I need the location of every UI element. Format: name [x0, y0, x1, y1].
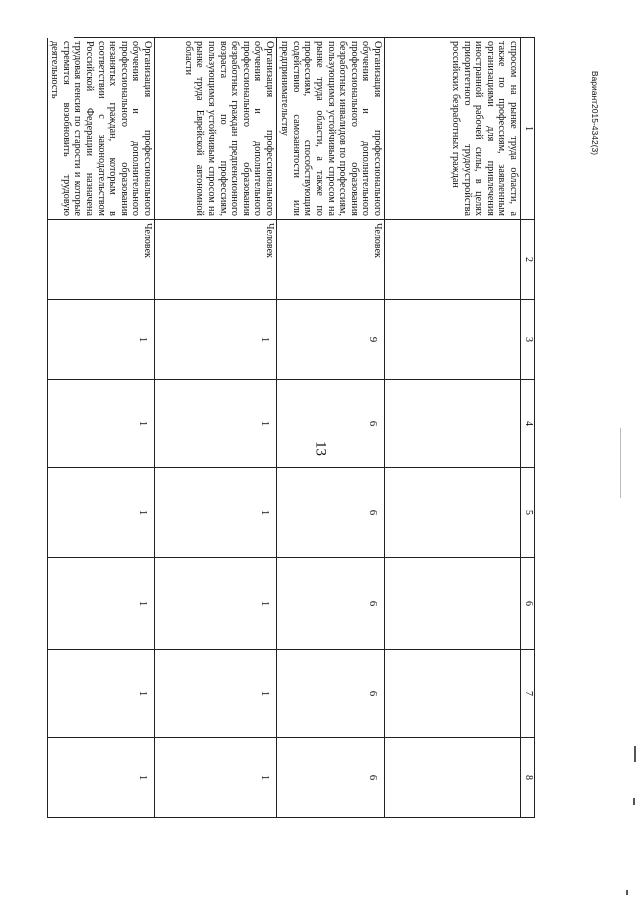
column-header: 4: [520, 380, 534, 468]
column-header: 3: [520, 300, 534, 380]
row-value: 1: [47, 468, 154, 558]
row-value: [384, 650, 520, 738]
column-header: 7: [520, 650, 534, 738]
row-value: 6: [276, 650, 384, 738]
row-value: 1: [154, 380, 276, 468]
row-value: 1: [154, 558, 276, 650]
row-value: 6: [276, 468, 384, 558]
row-value: [384, 300, 520, 380]
row-value: 1: [154, 300, 276, 380]
row-value: 9: [276, 300, 384, 380]
column-header: 6: [520, 558, 534, 650]
row-unit: Человек: [276, 220, 384, 300]
row-unit: Человек: [154, 220, 276, 300]
row-value: 6: [276, 738, 384, 818]
row-value: [384, 738, 520, 818]
document-code: Вариант2015-4342(3): [590, 70, 600, 156]
row-value: 6: [276, 558, 384, 650]
column-header: 2: [520, 220, 534, 300]
row-value: 1: [47, 650, 154, 738]
row-value: [384, 558, 520, 650]
data-table: [49, 37, 535, 818]
row-value: 1: [47, 558, 154, 650]
row-value: 6: [276, 380, 384, 468]
column-header: 1: [520, 38, 534, 220]
row-value: 1: [47, 300, 154, 380]
row-value: 1: [154, 738, 276, 818]
row-unit: [384, 220, 520, 300]
row-value: [384, 380, 520, 468]
row-value: 1: [47, 738, 154, 818]
column-header: 8: [520, 738, 534, 818]
row-description: Организация профессионального обучения и дополнительного профессионального образования безработных инвалидов по профессиям, пользующимся устойчивым спросом на рынке труда области, а также по профессиям, способствующим содействию самозанятости или предпринимательству: [276, 38, 384, 220]
row-description: Организация профессионального обучения и дополнительного профессионального образования незанятых граждан, которым в соответствии с законодательством Российской Федерации назначена трудовая пенсия по старости и которые стремятся возобновить трудовую деятельность: [47, 38, 154, 220]
row-value: 1: [154, 468, 276, 558]
scan-mark: [633, 798, 635, 805]
row-unit: Человек: [47, 220, 154, 300]
column-header: 5: [520, 468, 534, 558]
row-description: спросом на рынке труда области, а также по профессиям, заявленным организациями для привлечения иностранной рабочей силы, в целях приоритетного трудоустройства российских безработных граждан: [384, 38, 520, 220]
page-number: 13: [312, 441, 329, 456]
scan-mark: [634, 746, 636, 762]
row-value: 1: [154, 650, 276, 738]
row-description: Организация профессионального обучения и дополнительного профессионального образования безработных граждан предпенсионного возраста по профессиям, пользующимся устойчивым спросом на рынке труда Еврейской автономной области: [154, 38, 276, 220]
row-value: [384, 468, 520, 558]
scan-mark: [626, 890, 628, 895]
data-table-frame: [49, 37, 535, 817]
row-value: 1: [47, 380, 154, 468]
scan-mark: [620, 428, 621, 498]
